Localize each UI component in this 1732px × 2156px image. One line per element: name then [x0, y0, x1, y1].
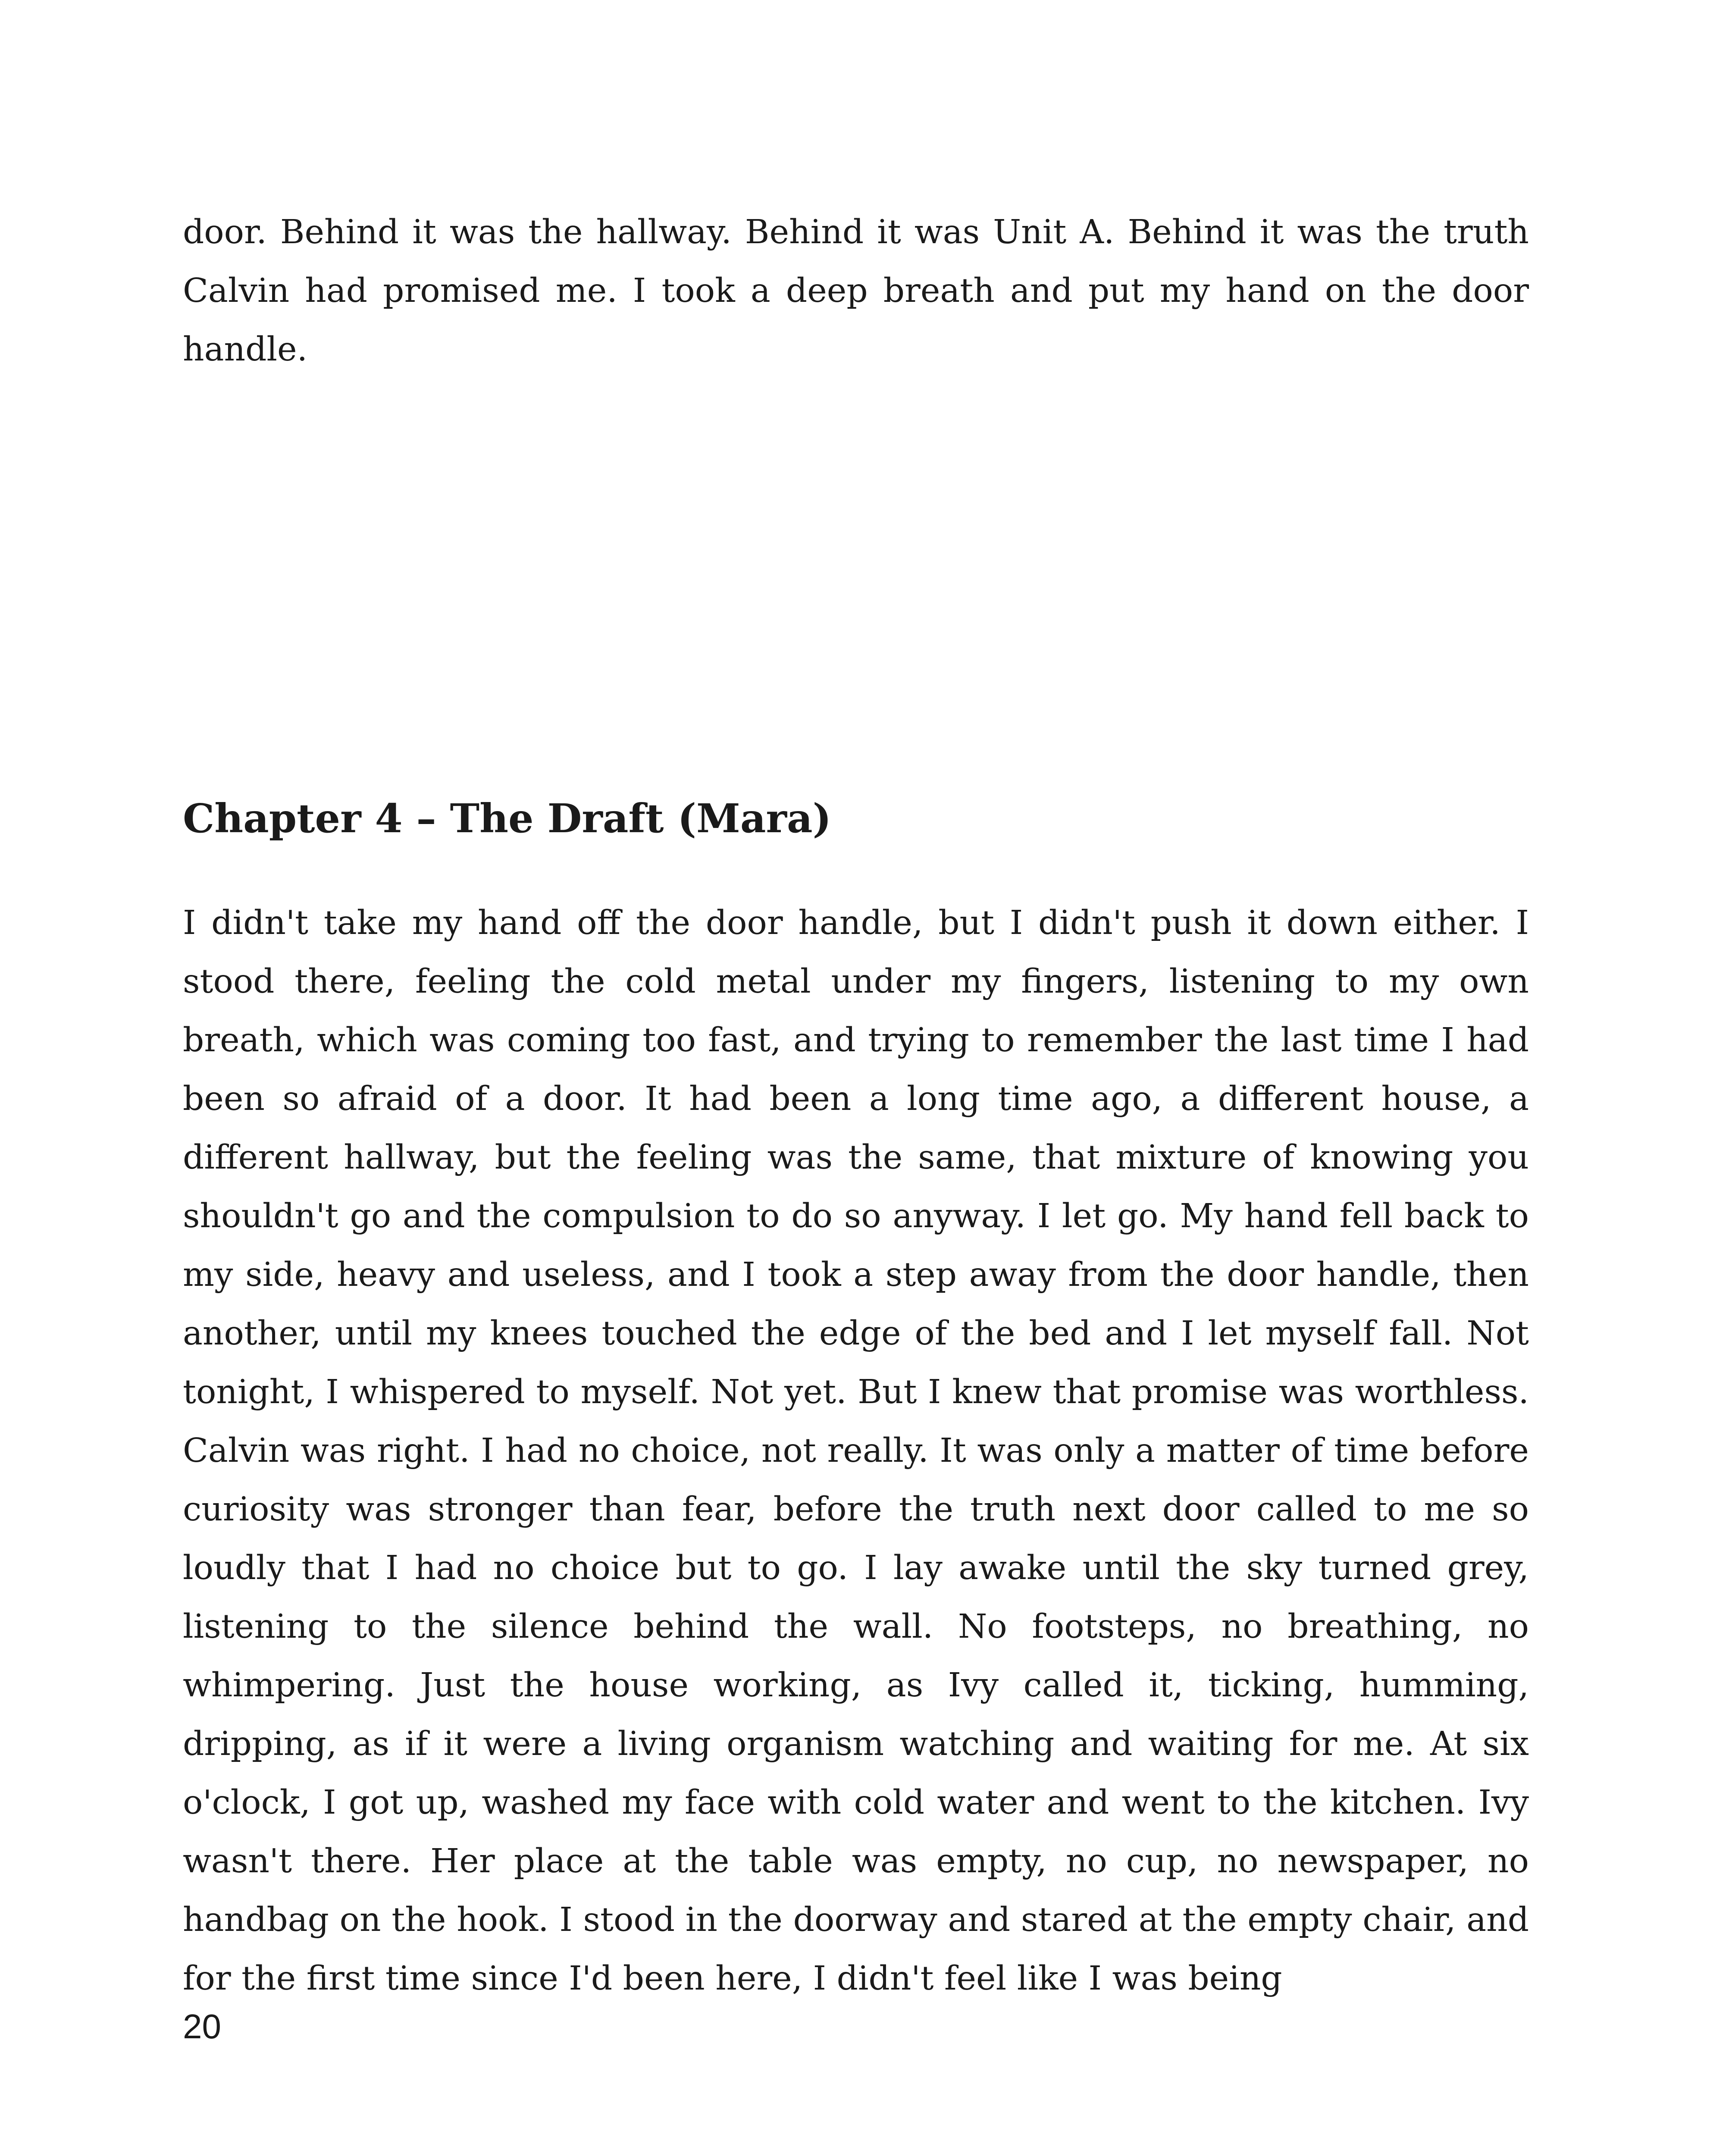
chapter-title: Chapter 4 – The Draft (Mara) [183, 795, 832, 842]
chapter-paragraph: I didn't take my hand off the door handle, but I didn't push it down either. I stood there, feeling the cold metal under my fingers, listening to my own breath, which was coming too fast, and trying to remember the last time I had been so afraid of a door. It had been a long time ago, a different house, a different hallway, but the feeling was the same, that mixture of knowing you shouldn't go and the compulsion to do so anyway. I let go. My hand fell back to my side, heavy and useless, and I took a step away from the door handle, then another, until my knees touched the edge of the bed and I let myself fall. Not tonight, I whispered to myself. Not yet. But I knew that promise was worthless. Calvin was right. I had no choice, not really. It was only a matter of time before curiosity was stronger than fear, before the truth next door called to me so loudly that I had no choice but to go. I lay awake until the sky turned grey, listening to the silence behind the wall. No footsteps, no breathing, no whimpering. Just the house working, as Ivy called it, ticking, humming, dripping, as if it were a living organism watching and waiting for me. At six o'clock, I got up, washed my face with cold water and went to the kitchen. Ivy wasn't there. Her place at the table was empty, no cup, no newspaper, no handbag on the hook. I stood in the doorway and stared at the empty chair, and for the first time since I'd been here, I didn't feel like I was being [183, 904, 1529, 1998]
continued-paragraph: door. Behind it was the hallway. Behind it was Unit A. Behind it was the truth Calvin had promised me. I took a deep breath and put my hand on the door handle. [183, 213, 1529, 369]
page-number: 20 [183, 2007, 221, 2046]
